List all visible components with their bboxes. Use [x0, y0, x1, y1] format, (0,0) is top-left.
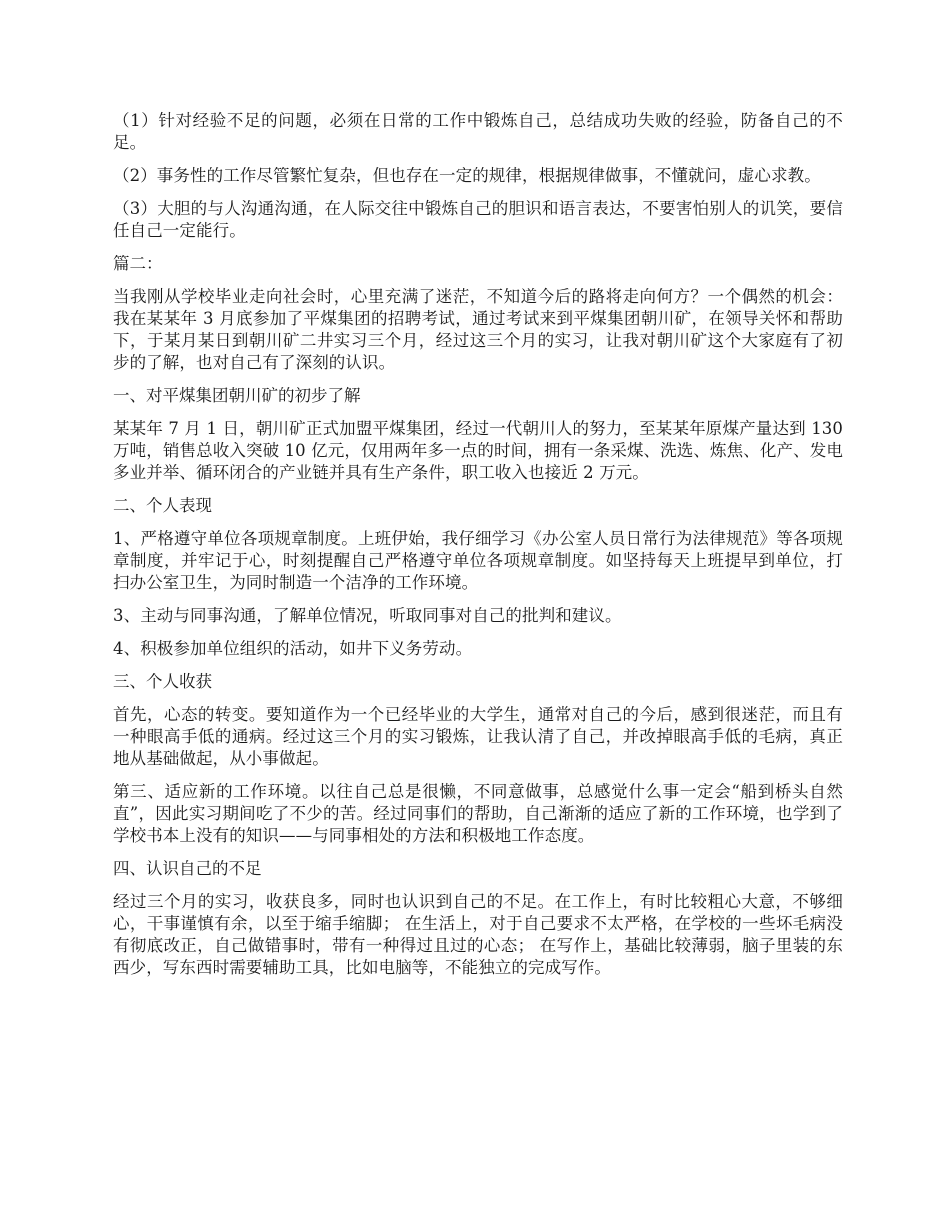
paragraph-point-3: （3）大胆的与人沟通沟通，在人际交往中锻炼自己的胆识和语言表达，不要害怕别人的讥笑，要信任自己一定能行。 [113, 199, 843, 240]
heading-understanding: 一、对平煤集团朝川矿的初步了解 [113, 386, 361, 405]
paragraph-shortcomings: 经过三个月的实习，收获良多，同时也认识到自己的不足。在工作上，有时比较粗心大意，不够细心，干事谨慎有余，以至于缩手缩脚； 在生活上，对于自己要求不太严格，在学校的一些坏毛病没有彻底改正，自己做错事时，带有一种得过且过的心态； 在写作上，基础比较薄弱，脑子里装的东西少，写东西时需要辅助工具，比如电脑等，不能独立的完成写作。 [113, 892, 843, 977]
paragraph-point-1: （1）针对经验不足的问题，必须在日常的工作中锻炼自己，总结成功失败的经验，防备自己的不足。 [113, 111, 843, 152]
paragraph-performance-1: 1、严格遵守单位各项规章制度。上班伊始，我仔细学习《办公室人员日常行为法律规范》等各项规章制度，并牢记于心，时刻提醒自己严格遵守单位各项规章制度。如坚持每天上班提早到单位，打扫办公室卫生，为同时制造一个洁净的工作环境。 [113, 529, 843, 592]
heading-performance: 二、个人表现 [113, 496, 212, 515]
heading-shortcomings: 四、认识自己的不足 [113, 859, 262, 878]
section-title-part-two: 篇二： [113, 254, 163, 273]
paragraph-company-info: 某某年 7 月 1 日，朝川矿正式加盟平煤集团，经过一代朝川人的努力，至某某年原煤产量达到 130 万吨，销售总收入突破 10 亿元，仅用两年多一点的时间，拥有一条采煤、洗选、炼焦、化产、发电多业并举、循环闭合的产业链并具有生产条件，职工收入也接近 2 万元。 [113, 419, 843, 482]
document-body [113, 110, 843, 990]
paragraph-point-2: （2）事务性的工作尽管繁忙复杂，但也存在一定的规律，根据规律做事，不懂就问，虚心求教。 [113, 166, 821, 185]
paragraph-gains-3: 第三、适应新的工作环境。以往自己总是很懒，不同意做事，总感觉什么事一定会“船到桥头自然直”，因此实习期间吃了不少的苦。经过同事们的帮助，自己渐渐的适应了新的工作环境，也学到了学校书本上没有的知识——与同事相处的方法和积极地工作态度。 [113, 782, 843, 845]
paragraph-performance-3: 3、主动与同事沟通，了解单位情况，听取同事对自己的批判和建议。 [113, 606, 622, 625]
paragraph-gains-1: 首先，心态的转变。要知道作为一个已经毕业的大学生，通常对自己的今后，感到很迷茫，而且有一种眼高手低的通病。经过这三个月的实习锻炼，让我认清了自己，并改掉眼高手低的毛病，真正地从基础做起，从小事做起。 [113, 705, 843, 768]
heading-gains: 三、个人收获 [113, 672, 212, 691]
paragraph-intro: 当我刚从学校毕业走向社会时，心里充满了迷茫，不知道今后的路将走向何方？一个偶然的机会：我在某某年 3 月底参加了平煤集团的招聘考试，通过考试来到平煤集团朝川矿，在领导关怀和帮助下，于某月某日到朝川矿二井实习三个月，经过这三个月的实习，让我对朝川矿这个大家庭有了初步的了解，也对自己有了深刻的认识。 [113, 287, 843, 372]
paragraph-performance-4: 4、积极参加单位组织的活动，如井下义务劳动。 [113, 639, 473, 658]
